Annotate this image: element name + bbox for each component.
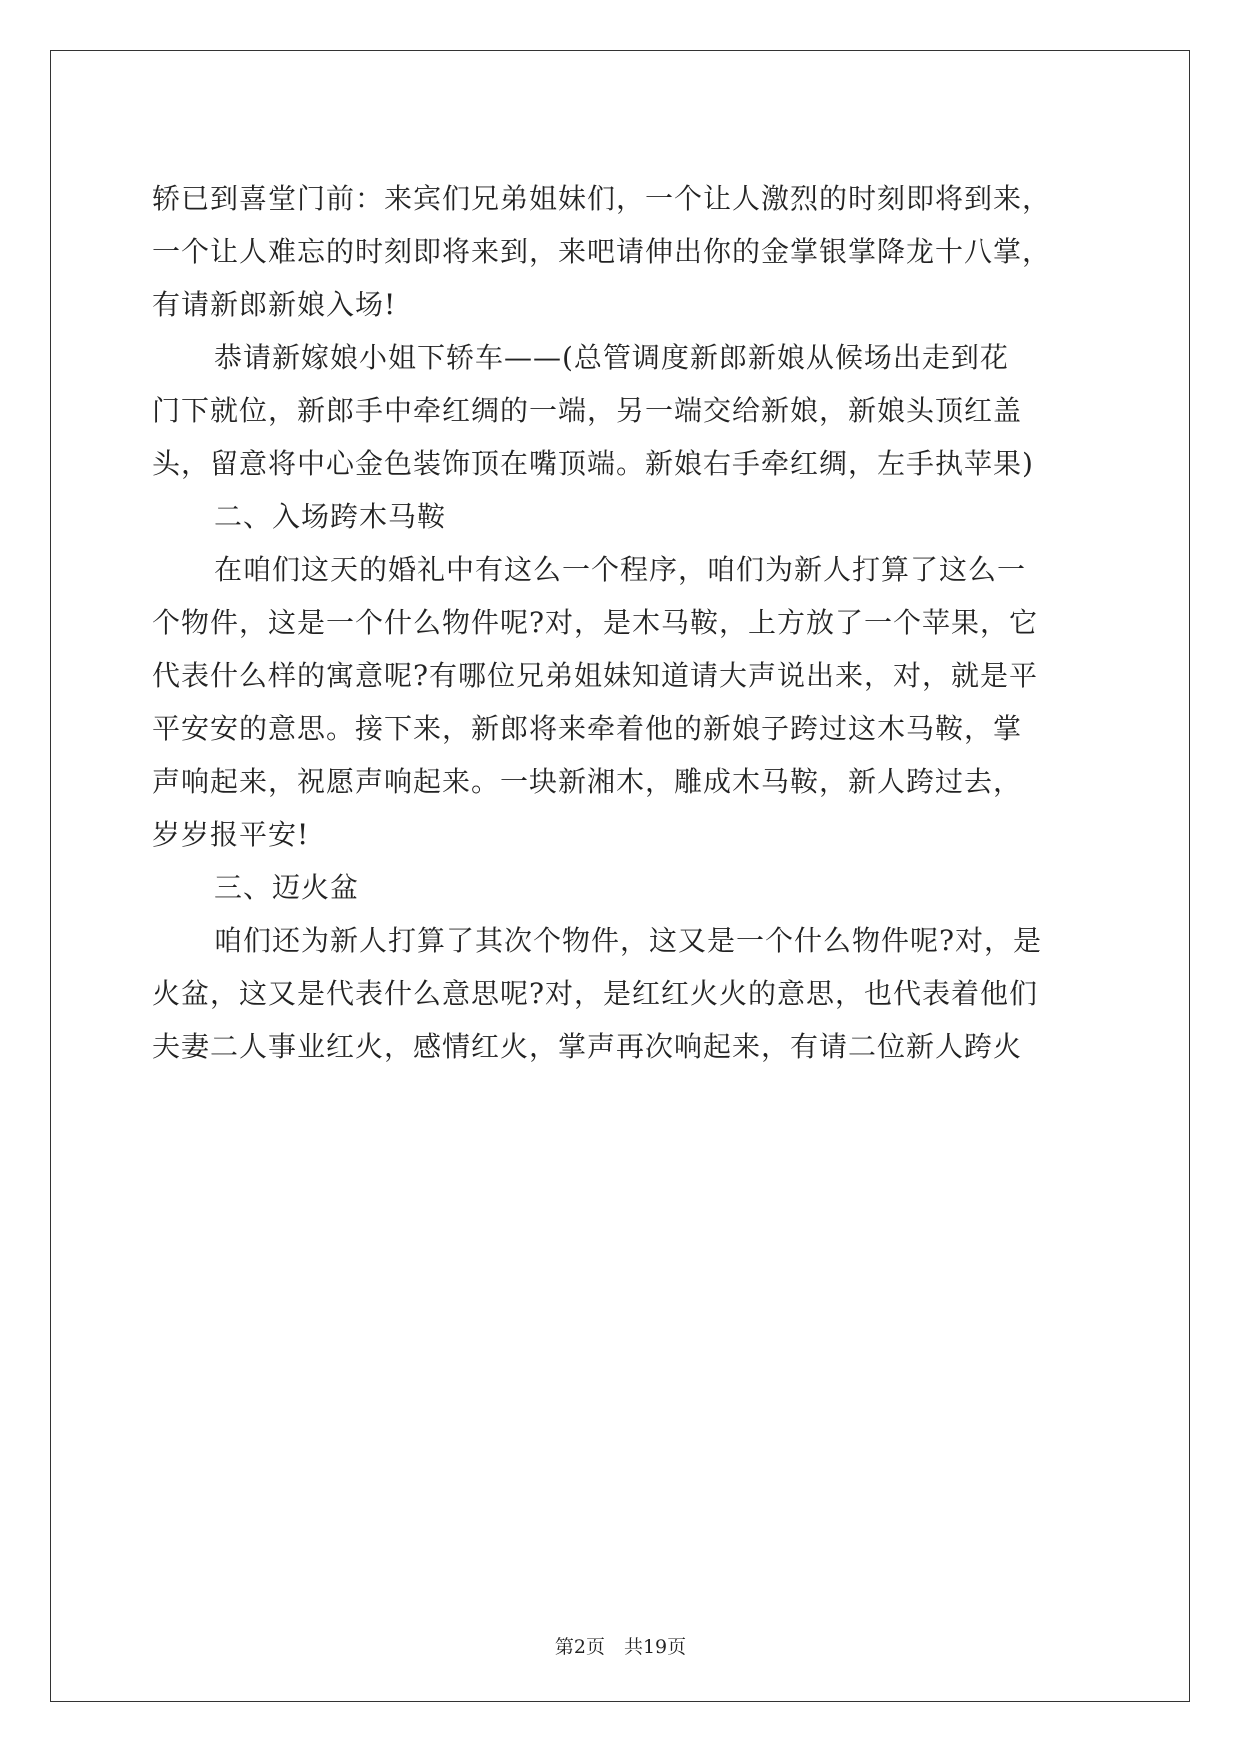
text-line: 平安安的意思。接下来，新郎将来牵着他的新娘子跨过这木马鞍，掌 [152,712,1023,745]
text-line: 咱们还为新人打算了其次个物件，这又是一个什么物件呢?对，是 [214,924,1043,957]
text-line: 代表什么样的寓意呢?有哪位兄弟姐妹知道请大声说出来，对，就是平 [152,659,1039,692]
text-line: 火盆，这又是代表什么意思呢?对，是红红火火的意思，也代表着他们 [152,977,1039,1010]
text-line: 一个让人难忘的时刻即将来到，来吧请伸出你的金掌银掌降龙十八掌， [152,235,1052,268]
document-body [152,162,1094,1083]
text-line: 门下就位，新郎手中牵红绸的一端，另一端交给新娘，新娘头顶红盖 [152,394,1023,427]
text-line: 岁岁报平安! [152,818,310,851]
text-line: 二、入场跨木马鞍 [214,500,447,533]
text-line: 头，留意将中心金色装饰顶在嘴顶端。新娘右手牵红绸，左手执苹果) [152,447,1034,480]
page-footer: 第2页 共19页 [554,1636,687,1658]
text-line: 有请新郎新娘入场! [152,288,397,321]
text-line: 在咱们这天的婚礼中有这么一个程序，咱们为新人打算了这么一 [214,553,1027,586]
text-line: 个物件，这是一个什么物件呢?对，是木马鞍，上方放了一个苹果，它 [152,606,1039,639]
text-line: 夫妻二人事业红火，感情红火，掌声再次响起来，有请二位新人跨火 [152,1030,1023,1063]
text-line: 轿已到喜堂门前：来宾们兄弟姐妹们，一个让人激烈的时刻即将到来， [152,182,1052,215]
text-line: 三、迈火盆 [214,871,360,904]
text-line: 声响起来，祝愿声响起来。一块新湘木，雕成木马鞍，新人跨过去， [152,765,1023,798]
text-line: 恭请新嫁娘小姐下轿车——(总管调度新郎新娘从候场出走到花 [214,341,1009,374]
